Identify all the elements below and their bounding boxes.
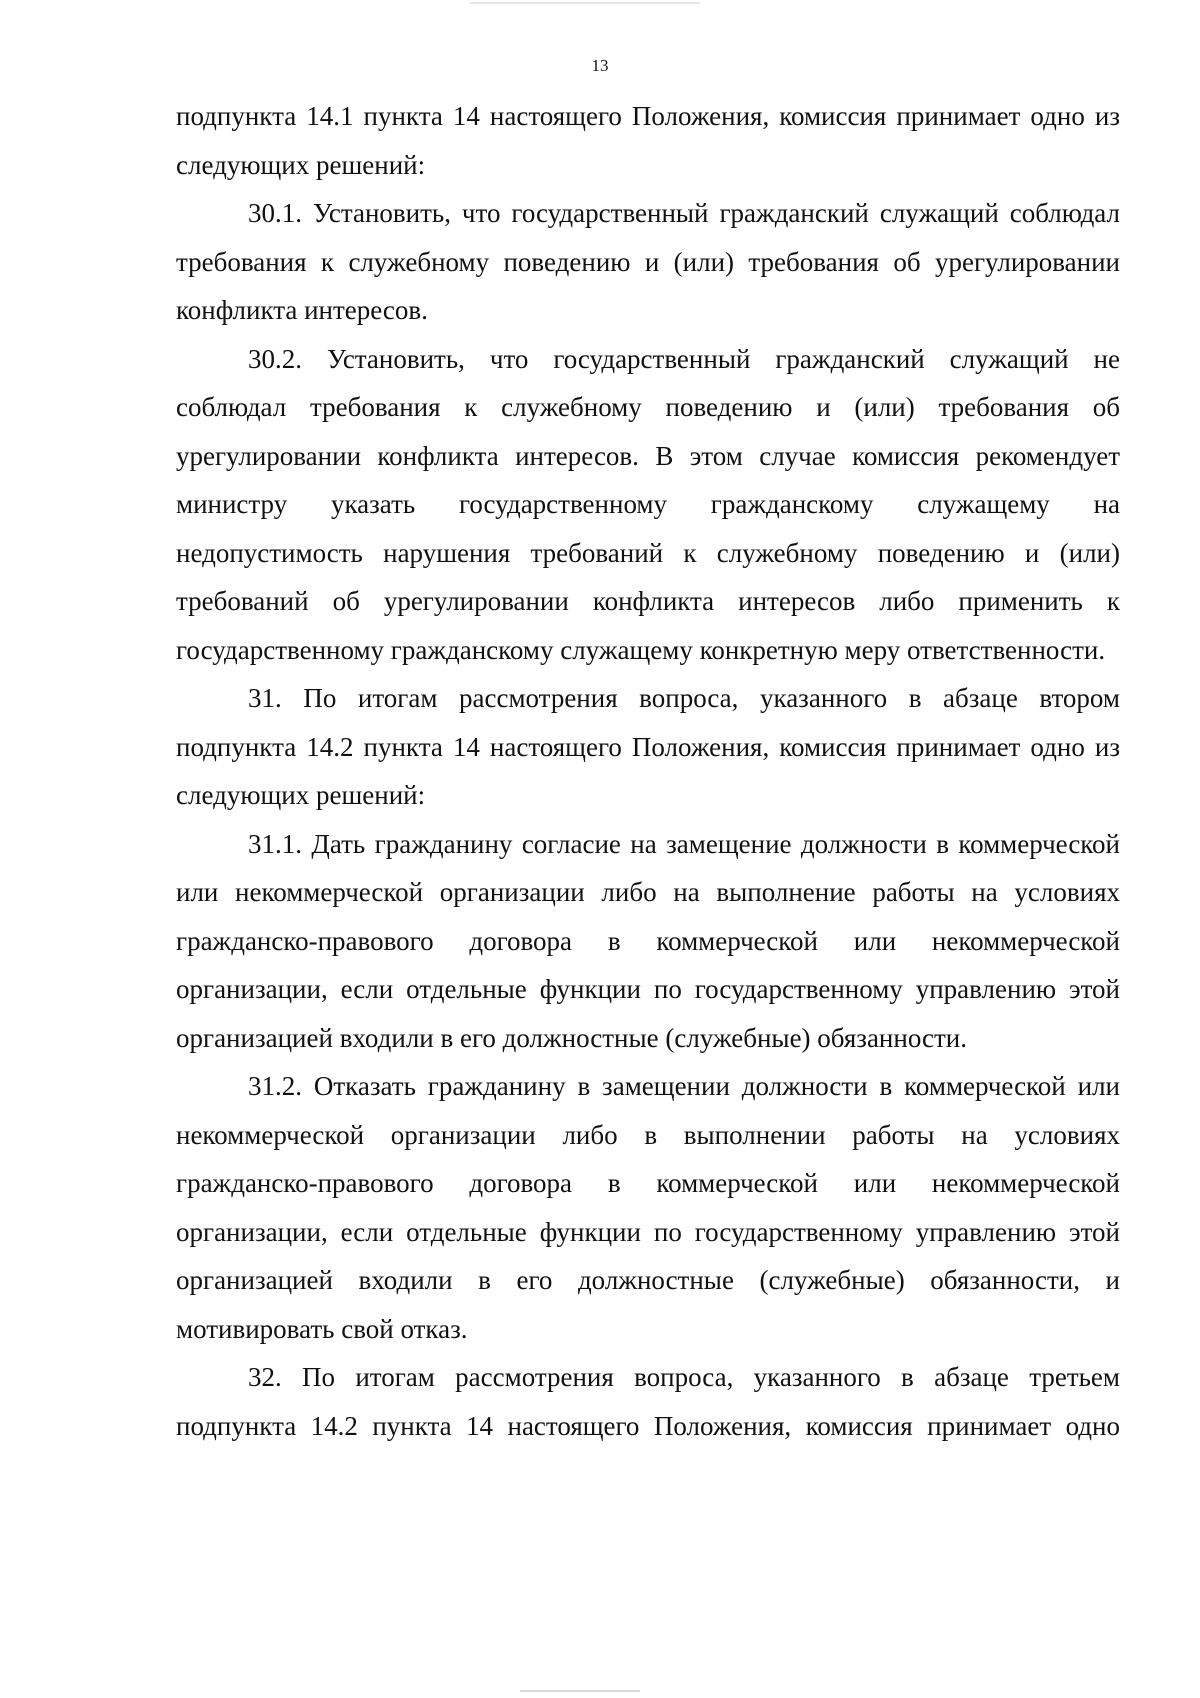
paragraph-31-2: 31.2. Отказать гражданину в замещении должности в коммерческой или некоммерческой организации либо в выполнении работы на условиях гражданско-правового договора в коммерческой или некоммерческой организации, если отдельные функции по государственному управлению этой организацией входили в его должностные (служебные) обязанности, и мотивировать свой отказ.: [176, 1071, 1120, 1344]
paragraph-30-1: 30.1. Установить, что государственный гражданский служащий соблюдал требования к служебному поведению и (или) требования об урегулировании конфликта интересов.: [176, 198, 1120, 325]
paragraph-30-2: 30.2. Установить, что государственный гражданский служащий не соблюдал требования к служебному поведению и (или) требования об урегулировании конфликта интересов. В этом случае комиссия рекомендует министру указать государственному гражданскому служащему на недопустимость нарушения требований к служебному поведению и (или) требований об урегулировании конфликта интересов либо применить к государственному гражданскому служащему конкретную меру ответственности.: [176, 343, 1120, 665]
page-number: 13: [591, 56, 609, 75]
paragraph-31: 31. По итогам рассмотрения вопроса, указанного в абзаце втором подпункта 14.2 пункта 14 настоящего Положения, комиссия принимает одно из следующих решений:: [176, 683, 1120, 810]
paragraph-32: 32. По итогам рассмотрения вопроса, указанного в абзаце третьем подпункта 14.2 пункта 14 настоящего Положения, комиссия принимает одно: [176, 1362, 1120, 1441]
paragraph-continuation: подпункта 14.1 пункта 14 настоящего Положения, комиссия принимает одно из следующих решений:: [176, 101, 1120, 180]
document-body: [176, 92, 1120, 1450]
scan-artifact-bottom: [520, 1690, 640, 1692]
paragraph-31-1: 31.1. Дать гражданину согласие на замещение должности в коммерческой или некоммерческой организации либо на выполнение работы на условиях гражданско-правового договора в коммерческой или некоммерческой организации, если отдельные функции по государственному управлению этой организацией входили в его должностные (служебные) обязанности.: [176, 828, 1120, 1053]
scan-artifact-top: [470, 2, 700, 4]
